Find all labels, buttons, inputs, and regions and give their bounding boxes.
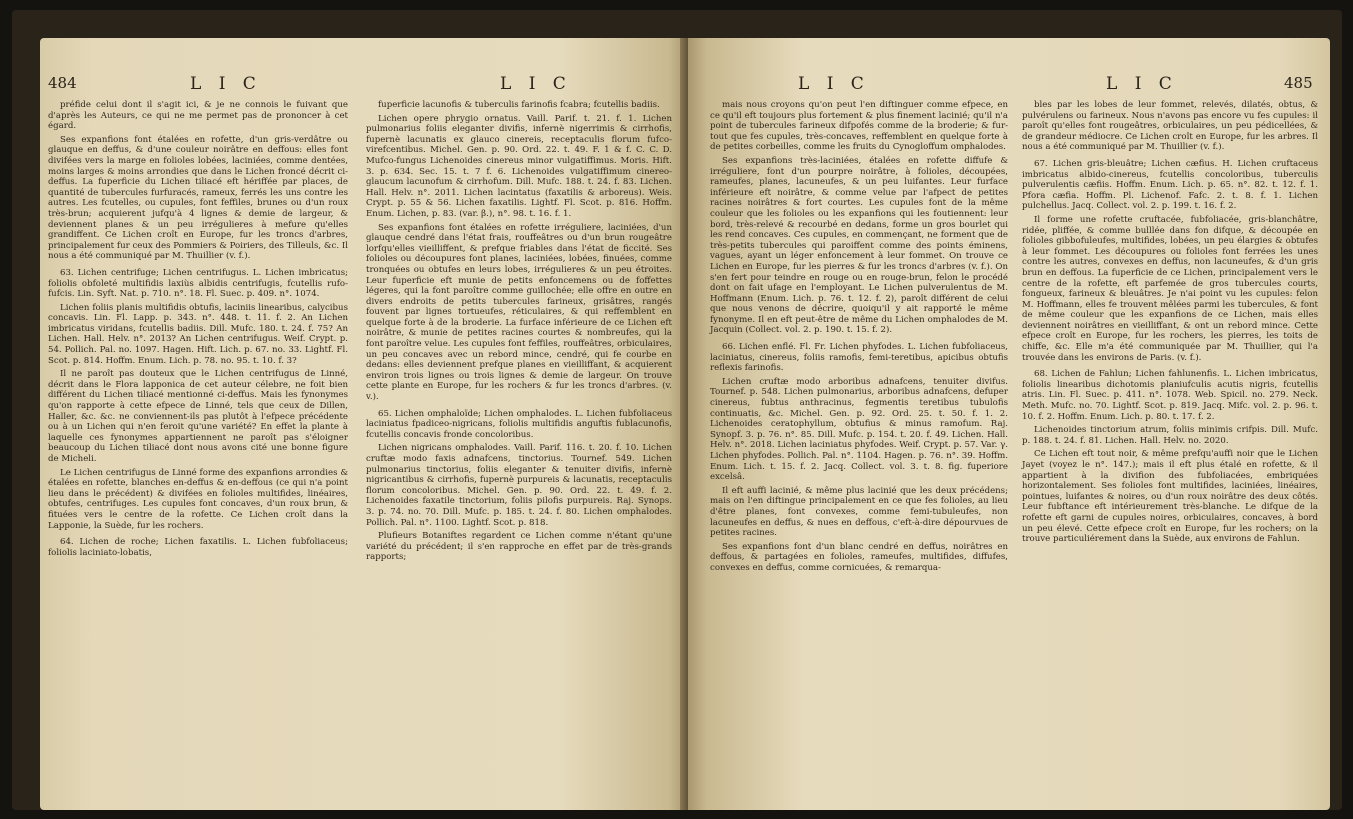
species-entry-67: 67. Lichen gris-bleuâtre; Lichen cæfius. H. Lichen cruftaceus imbricatus albido-cinereus, fcutellis concoloribus, tuberculis pulverulentis cæfiis. Hoffm. Enum. Lich. p. 65. n°. 82. t. 12. f. 1. Pfora cæfia. Hoffm. Pl. Lichenof. Fafc. 2. t. 8. f. 1. Lichen pulchellus. Jacq. Collect. vol. 2. p. 199. t. 16. f. 2. — [1022, 158, 1318, 212]
paragraph: Il forme une rofette cruftacée, fubfoliacée, gris-blanchâtre, ridée, pliffée, & comme bulllée dans fon difque, & découpée en folioles gibbofuleufes, multifides, lobées, un peu élargies & obtufes à leur fommet. Les découpures ou folioles font ferrées les unes contre les autres, convexes en deffus, non lacuneufes, & d'un gris brun en deffous. La fuperficie de ce Lichen, principalement vers le centre de la rofette, eft parfemée de gros tubercules courts, fongueux, farineux & bleuâtres. Je n'ai point vu les cupules: felon M. Hoffmann, elles fe trouvent mêlées parmi les tubercules, & font de même couleur que les expanfions de ce Lichen, mais elles deviennent noirâtres en vieilliffant, & ont un rebord mince. Cette efpece croît en Europe, fur les rochers, les pierres, les toits de chiffe, &c. Elle m'a été communiquée par M. Thuillier, qui l'a trouvée dans les environs de Paris. (v. f.). — [1022, 214, 1318, 363]
right-page — [688, 38, 1330, 810]
right-column-1 — [710, 100, 1008, 577]
paragraph: Ses expanfions très-laciniées, étalées en rofette diffufe & irréguliere, font d'un pourpre noirâtre, à folioles, découpées, rameufes, planes, lacuneufes, & un peu luifantes. Leur furface inférieure eft noirâtre, & comme velue par l'afpect de petites racines noirâtres & fort courtes. Les cupules font de la même couleur que les folioles ou les expanfions qui les foutiennent: leur bord, très-relevé & recourbé en dedans, forme un gros bourlet qui les rend concaves. Ces cupules, en commençant, ne forment que de très-petits tubercules qui paroiffent comme des points éminens, vagues, ayant un léger enfoncement à leur fommet. On trouve ce Lichen en Europe, fur les pierres & fur les troncs d'arbres (v. f.). On s'en fert pour teindre en rouge ou en rouge-brun, felon le procédé dont on fait ufage en l'employant. Le Lichen pulverulentus de M. Hoffmann (Enum. Lich. p. 76. t. 12. f. 2), paroît différent de celui que nous venons de décrire, quoiqu'il y ait rapporté le même fynonyme. Il en eft peut-être de même du Lichen omphalodes de M. Jacquin (Collect. vol. 2. p. 190. t. 15. f. 2). — [710, 155, 1008, 336]
paragraph: Lichen nigricans omphalodes. Vaill. Parif. 116. t. 20. f. 10. Lichen cruftæ modo faxis adnafcens, tinctorius. Tournef. 549. Lichen pulmonarius tinctorius, foliis eleganter & tenuiter divifis, infernè nigricantibus & cirrhofis, fupernè purpureis & lacunatis, receptaculis florum concoloribus. Michel. Gen. p. 90. Ord. 22. t. 49. f. 2. Lichenoides faxatile tinctorium, foliis pilofis purpureis. Raj. Synops. 3. p. 74. no. 70. Dill. Mufc. p. 185. t. 24. f. 80. Lichen omphalodes. Pollich. Pal. n°. 1100. Lightf. Scot. p. 818. — [366, 443, 672, 528]
species-entry-65: 65. Lichen omphaloïde; Lichen omphalodes. L. Lichen fubfoliaceus laciniatus fpadiceo-nigricans, foliolis multifidis anguftis fublacunofis, fcutellis concavis fronde concoloribus. — [366, 408, 672, 440]
paragraph: Lichen foliis planis multifidis obtufis, laciniis linearibus, calycibus concavis. Lin. Fl. Lapp. p. 343. n°. 448. t. 11. f. 2. An Lichen imbricatus viridans, fcutellis badiis. Dill. Mufc. 180. t. 24. f. 75? An Lichen. Hall. Helv. n°. 2013? An Lichen centrifugus. Weif. Crypt. p. 54. Pollich. Pal. no. 1097. Hagen. Hift. Lich. p. 67. no. 33. Lightf. Fl. Scot. p. 814. Hoffm. Enum. Lich. p. 78. no. 95. t. 10. f. 3? — [48, 302, 348, 366]
paragraph: Ses expanfions font étalées en rofette, d'un gris-verdâtre ou glauque en deffus, & d'une couleur noirâtre en deffous: elles font divifées vers la marge en folioles lobées, laciniées, comme dentées, moins larges & moins arrondies que dans le Lichen froncé décrit ci-deffus. La fuperficie du Lichen tiliacé eft hériffée par places, de quantité de tubercules furfuracés, rameux, ferrés les uns contre les autres. Les fcutelles, ou cupules, font feffiles, brunes ou d'un roux très-brun; acquierent jufqu'à 4 lignes & demie de largeur, & deviennent planes & un peu irrégulieres à mefure qu'elles grandiffent. Ce Lichen croît en Europe, fur les troncs d'arbres, principalement fur ceux des Pommiers & Poiriers, des Tilleuls, &c. Il nous a été communiqué par M. Thuillier (v. f.). — [48, 134, 348, 262]
species-entry-64: 64. Lichen de roche; Lichen faxatilis. L. Lichen fubfoliaceus; foliolis laciniato-lobatis, — [48, 537, 348, 558]
left-col2-header: L I C — [500, 74, 572, 94]
species-entry-68: 68. Lichen de Fahlun; Lichen fahlunenfis. L. Lichen imbricatus, foliolis linearibus dichotomis planiufculis acutis nigris, fcutellis atris. Lin. Fl. Suec. p. 411. n°. 1078. Web. Spicil. no. 279. Neck. Meth. Mufc. no. 70. Lightf. Scot. p. 819. Jacq. Mifc. vol. 2. p. 96. t. 10. f. 2. Hoffm. Enum. Lich. p. 80. t. 17. f. 2. — [1022, 369, 1318, 422]
right-page-number: 485 — [1284, 74, 1313, 92]
paragraph: Lichen opere phrygio ornatus. Vaill. Parif. t. 21. f. 1. Lichen pulmonarius foliis eleganter divifis, infernè nigerrimis & cirrhofis, fupernè lacunatis ex glauco cinereis, receptaculis florum fufco-virefcentibus. Michel. Gen. p. 90. Ord. 22. t. 49. F. 1 & f. C. C. D. Mufco-fungus Lichenoides cinereus minor vulgatiffimus. Moris. Hift. 3. p. 634. Sec. 15. t. 7 f. 6. Lichenoides vulgatiffimum cinereo-glaucum lacunofum & cirrhofum. Dill. Mufc. 188. t. 24. f. 83. Lichen. Hall. Helv. n°. 2011. Lichen lacintatus (faxatilis & arboreus). Weis. Crypt. p. 55 & 56. Lichen faxatilis. Lightf. Fl. Scot. p. 816. Hoffm. Enum. Lichen, p. 83. (var. β.), n°. 98. t. 16. f. 1. — [366, 113, 672, 219]
paragraph: mais nous croyons qu'on peut l'en diftinguer comme efpece, en ce qu'il eft toujours plus fortement & plus finement lacinié; qu'il n'a point de tubercules farineux difpofés comme de la broderie; & fur-tout que fes cupules, très-concaves, reffemblent en quelque forte à de petites corbeilles, comme les fruits du Cynogloffum omphalodes. — [710, 100, 1008, 153]
paragraph: Il eft auffi lacinié, & même plus lacinié que les deux précédens; mais on l'en diftingue principalement en ce que fes folioles, au lieu d'être planes, font convexes, comme femi-tubuleufes, non lacuneufes en deffus, & nues en deffous, c'eft-à-dire dépourvues de petites racines. — [710, 485, 1008, 539]
paragraph: Ce Lichen eft tout noir, & même prefqu'auffi noir que le Lichen Jayet (voyez le n°. 147.); mais il eft plus étalé en rofette, & il appartient à la divifion des fubfoliacées, embriquées horizontalement. Ses folioles font multifides, laciniées, linéaires, pointues, luifantes & noires, ou d'un roux noirâtre des deux côtés. Leur fubftance eft intérieurement très-blanche. Le difque de la rofette eft garni de cupules noires, orbiculaires, concaves, à bord un peu élevé. Cette efpece croît en Europe, fur les rochers; on la trouve particuliérement dans la Suède, aux environs de Fahlun. — [1022, 449, 1318, 545]
left-column-1 — [48, 100, 348, 561]
paragraph: Lichen cruftæ modo arboribus adnafcens, tenuiter divifus. Tournef. p. 548. Lichen pulmonarius, arboribus adnafcens, defuper cinereus, fubtus anthracinus, fegmentis teretibus tubulofis continuatis, &c. Michel. Gen. p. 92. Ord. 25. t. 50. f. 1. 2. Lichenoides ceratophyllum, obtufius & minus ramofum. Raj. Synopf. 3. p. 76. n°. 85. Dill. Mufc. p. 154. t. 20. f. 49. Lichen. Hall. Helv. n°. 2018. Lichen laciniatus phyfodes. Weif. Crypt. p. 57. Var. γ. Lichen phyfodes. Pollich. Pal. n°. 1104. Hagen. p. 76. n°. 39. Hoffm. Enum. Lich. t. 15. f. 2. Jacq. Collect. vol. 3. t. 8. fig. fuperiore excelsâ. — [710, 376, 1008, 483]
left-col1-header: L I C — [190, 74, 262, 94]
paragraph: Ses expanfions font d'un blanc cendré en deffus, noirâtres en deffous, & partagées en folioles, rameufes, multifides, diffufes, convexes en deffus, comme cornicuées, & remarqua- — [710, 541, 1008, 573]
species-entry-66: 66. Lichen enflé. Fl. Fr. Lichen phyfodes. L. Lichen fubfoliaceus, laciniatus, cinereus, foliis ramofis, femi-teretibus, apicibus obtufis reflexis farinofis. — [710, 342, 1008, 374]
paragraph: Plufieurs Botaniftes regardent ce Lichen comme n'étant qu'une variété du précédent; il s'en rapproche en effet par de très-grands rapports; — [366, 531, 672, 563]
paragraph: bles par les lobes de leur fommet, relevés, dilatés, obtus, & pulvérulens ou farineux. Nous n'avons pas encore vu fes cupules: il paroît qu'elles font rougeâtres, orbiculaires, un peu pédicellées, & de grandeur médiocre. Ce Lichen croît en Europe, fur les arbres. Il nous a été communiqué par M. Thuillier (v. f.). — [1022, 100, 1318, 153]
right-column-2 — [1022, 100, 1318, 548]
paragraph: Le Lichen centrifugus de Linné forme des expanfions arrondies & étalées en rofette, blanches en-deffus & en-deffous (ce qui n'a point lieu dans le précédent) & divifées en folioles multifides, linéaires, obtufes, centrifuges. Les cupules font concaves, d'un roux brun, & fituées vers le centre de la rofette. Ce Lichen croît dans la Lapponie, la Suède, fur les rochers. — [48, 467, 348, 531]
paragraph: fuperficie lacunofis & tuberculis farinofis fcabra; fcutellis badiis. — [378, 100, 660, 110]
left-page-number: 484 — [48, 74, 77, 92]
species-entry-63: 63. Lichen centrifuge; Lichen centrifugus. L. Lichen imbricatus; foliolis obfoleté multifidis laxiùs albidis centrifugis, fcutellis rufo-fufcis. Lin. Syft. Nat. p. 710. n°. 18. Fl. Suec. p. 409. n°. 1074. — [48, 267, 348, 300]
right-col1-header: L I C — [798, 74, 870, 94]
paragraph: Ses expanfions font étalées en rofette irréguliere, laciniées, d'un glauque cendré dans l'état frais, rouffeâtres ou d'un brun rougeâtre lorfqu'elles vieilliffent, & prefque friables dans l'état de ficcité. Ses folioles ou découpures font planes, laciniées, lobées, finuées, comme tronquées ou obtufes en leurs lobes, irrégulieres & un peu étroites. Leur fuperficie eft munie de petits enfoncemens ou de foffettes légeres, qui la font paroître comme guillochée; elle offre en outre en divers endroits de petits tubercules farineux, grisâtres, rangés fouvent par lignes tortueufes, réticulaires, & qui reffemblent en quelque forte à de la broderie. La furface inférieure de ce Lichen eft noirâtre, & munie de petites racines courtes & nombreufes, qui la font paroître velue. Les cupules font feffiles, rouffeâtres, orbiculaires, un peu concaves avec un rebord mince, cendré, qui fe courbe en dedans: elles deviennent prefque planes en vieilliffant, & acquierent environ trois lignes ou trois lignes & demie de largeur. On trouve cette plante en Europe, fur les rochers & fur les troncs d'arbres. (v. v.). — [366, 222, 672, 403]
paragraph: préfide celui dont il s'agit ici, & je ne connois le fuivant que d'après les Auteurs, ce qui ne me permet pas de prononcer à cet égard. — [48, 100, 348, 132]
paragraph: Il ne paroît pas douteux que le Lichen centrifugus de Linné, décrit dans le Flora lapponica de cet auteur célebre, ne foit bien différent du Lichen tiliacé mentionné ci-deffus. Mais les fynonymes qu'on rapporte à cette efpece de Linné, tels que ceux de Dillen, Haller, &c. &c. ne conviennent-ils pas plutôt à l'efpece précédente ou à un Lichen qui n'en feroit qu'une variété? En effet la plante à laquelle ces fynonymes appartiennent ne paroît pas s'éloigner beaucoup du Lichen tiliacé dont nous avons cité une bonne figure de Micheli. — [48, 369, 348, 464]
paragraph: Lichenoides tinctorium atrum, foliis minimis crifpis. Dill. Mufc. p. 188. t. 24. f. 81. Lichen. Hall. Helv. no. 2020. — [1022, 425, 1318, 446]
left-page — [40, 38, 688, 810]
right-col2-header: L I C — [1106, 74, 1178, 94]
left-column-2 — [366, 100, 672, 566]
book-spread — [12, 10, 1342, 810]
